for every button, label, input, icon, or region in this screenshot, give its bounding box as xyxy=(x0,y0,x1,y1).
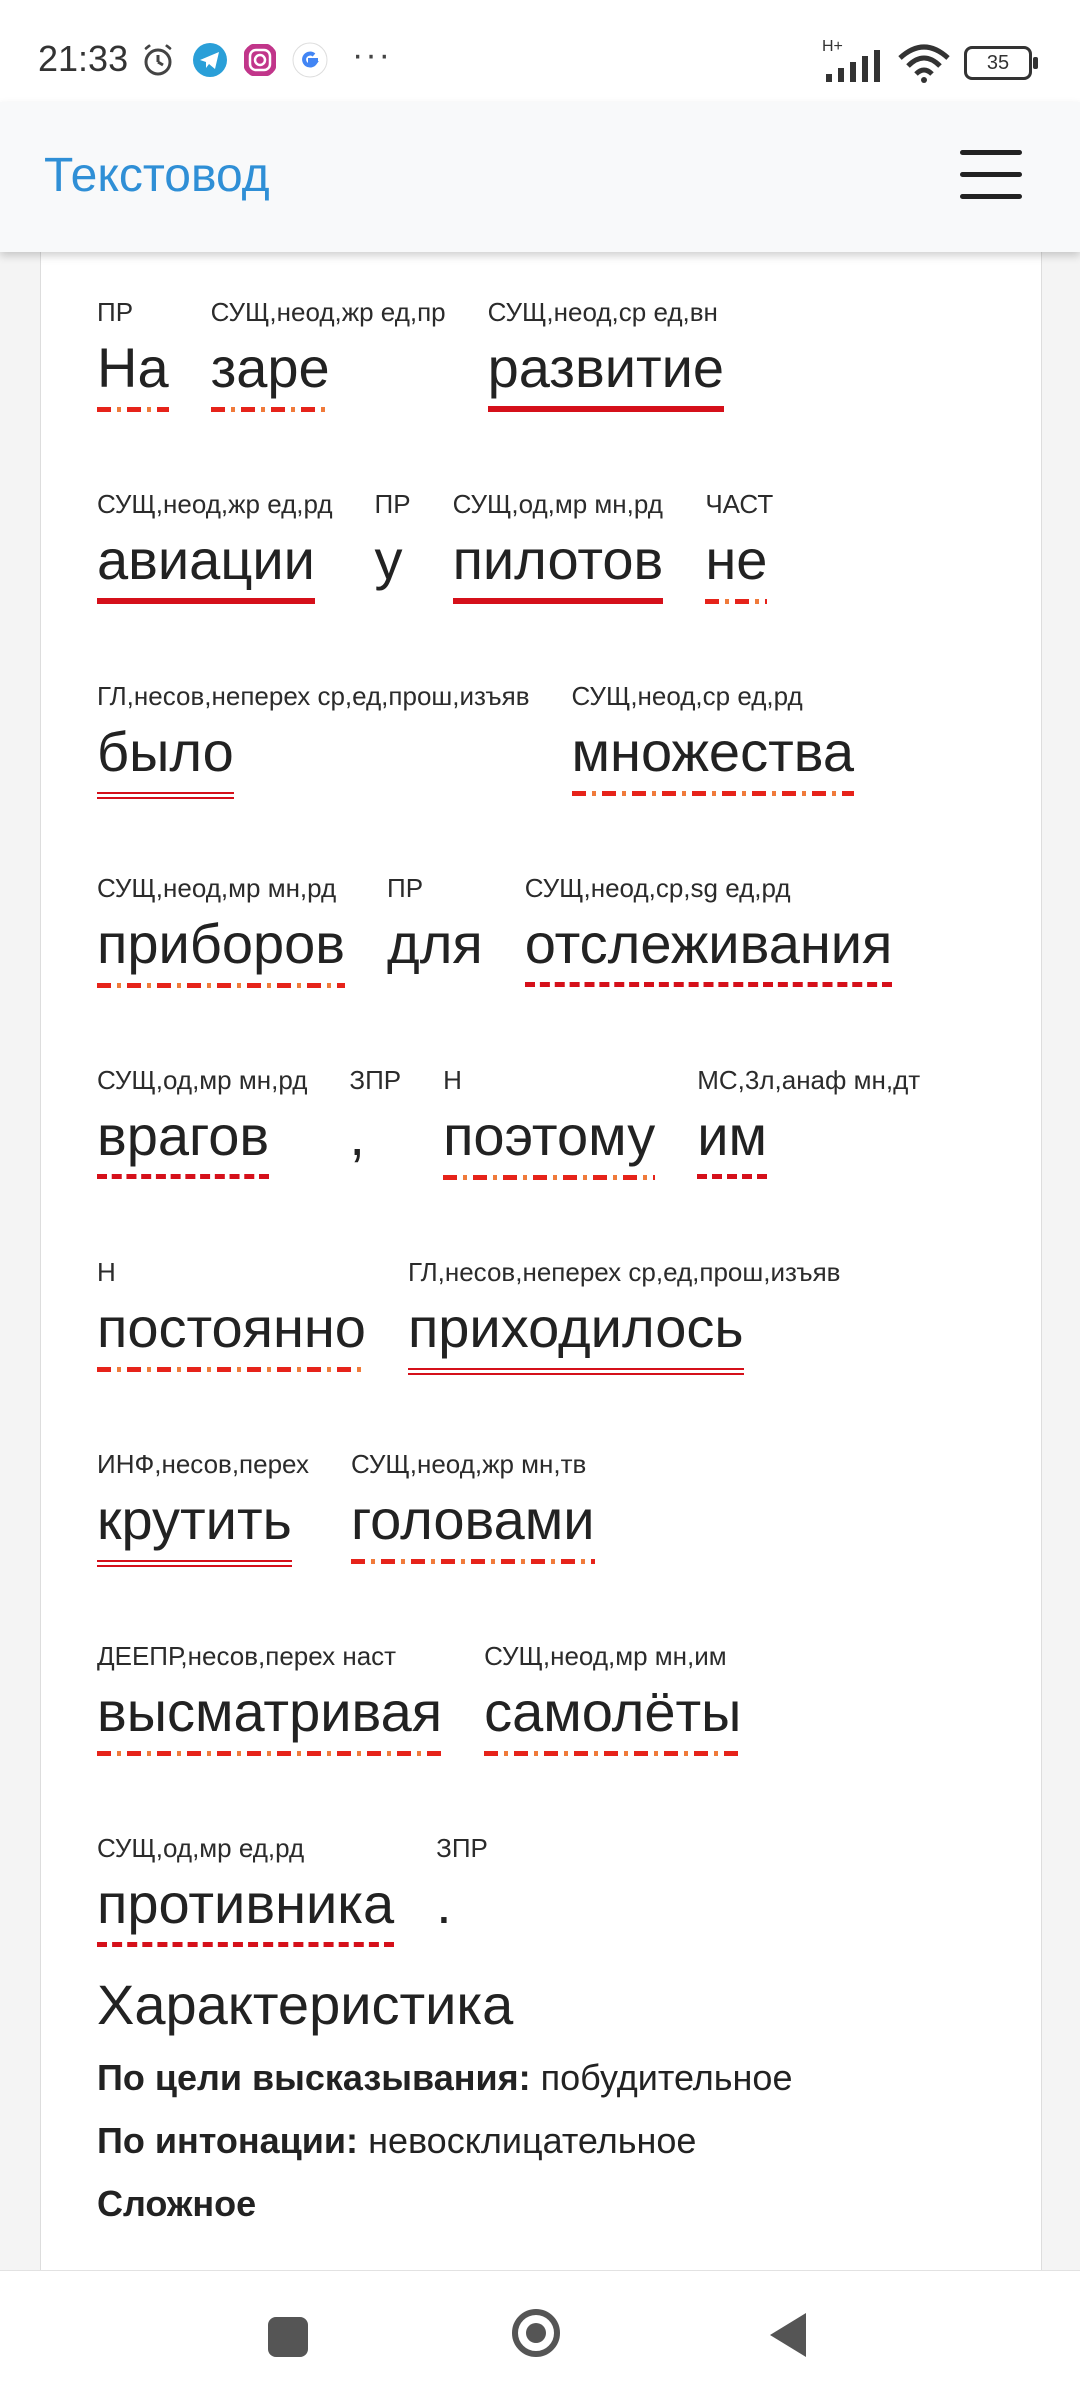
token-word-box xyxy=(97,1292,366,1372)
token-word: . xyxy=(436,1872,452,1935)
token-word: самолёты xyxy=(484,1676,741,1756)
token-row xyxy=(97,292,766,412)
google-icon xyxy=(292,42,328,78)
alarm-icon xyxy=(140,42,176,78)
token-word-box xyxy=(211,332,446,412)
content-card xyxy=(40,252,1042,2270)
token[interactable] xyxy=(453,484,664,604)
complexity-label: Сложное xyxy=(97,2183,257,2224)
token-word: отслеживания xyxy=(525,908,893,987)
hamburger-icon[interactable] xyxy=(960,150,1022,200)
token-word: врагов xyxy=(97,1100,269,1179)
token[interactable] xyxy=(97,1444,309,1567)
wifi-icon xyxy=(898,44,950,84)
token-row xyxy=(97,1252,882,1375)
token-grammar-tag: ЗПР xyxy=(349,1065,402,1095)
token-grammar-tag: СУЩ,неод,ср,sg ед,рд xyxy=(524,873,791,903)
token-word-box xyxy=(97,1676,442,1756)
token-grammar-tag: Н xyxy=(443,1065,462,1095)
token-word: заре xyxy=(211,332,330,412)
token-grammar-tag: ПР xyxy=(387,873,424,903)
token-grammar-tag: ПР xyxy=(374,489,411,519)
signal-icon xyxy=(822,48,884,82)
purpose-property xyxy=(97,2057,792,2099)
token-word: им xyxy=(697,1100,767,1179)
purpose-value: побудительное xyxy=(540,2057,793,2098)
token-row xyxy=(97,1828,530,1947)
token-word-box xyxy=(408,1292,841,1375)
hamburger-line xyxy=(960,150,1022,155)
token-grammar-tag: СУЩ,неод,мр мн,им xyxy=(484,1641,727,1671)
battery-indicator: 35 xyxy=(964,46,1032,80)
token-word-box xyxy=(484,1676,741,1756)
token-row xyxy=(97,1636,783,1756)
token-word: постоянно xyxy=(97,1292,366,1372)
token-word-box xyxy=(705,524,773,604)
characteristics-title: Характеристика xyxy=(97,1973,514,2036)
token-grammar-tag: ПР xyxy=(97,297,134,327)
token-word: множества xyxy=(572,716,854,796)
token-grammar-tag: ГЛ,несов,неперех ср,ед,прош,изъяв xyxy=(97,681,530,711)
token-word: было xyxy=(97,716,234,799)
token-grammar-tag: ГЛ,несов,неперех ср,ед,прош,изъяв xyxy=(407,1257,841,1287)
instagram-icon xyxy=(242,42,278,78)
token-word: На xyxy=(97,332,169,412)
token-word: пилотов xyxy=(453,524,664,604)
token-row xyxy=(97,1444,637,1567)
token[interactable] xyxy=(525,868,893,987)
token-grammar-tag: СУЩ,неод,жр мн,тв xyxy=(350,1449,587,1479)
token-word-box xyxy=(349,1100,401,1174)
token[interactable] xyxy=(97,292,169,412)
token-word-box xyxy=(97,1484,309,1567)
token[interactable] xyxy=(97,1252,366,1372)
token-word: крутить xyxy=(97,1484,292,1567)
token[interactable] xyxy=(488,292,724,412)
token-grammar-tag: СУЩ,неод,ср ед,вн xyxy=(487,297,718,327)
complexity-property xyxy=(97,2183,256,2225)
token[interactable] xyxy=(705,484,773,604)
token-word: у xyxy=(374,528,403,591)
token[interactable] xyxy=(697,1060,920,1179)
token-word: приборов xyxy=(97,908,345,988)
token-word: развитие xyxy=(488,332,724,412)
token-grammar-tag: СУЩ,од,мр мн,рд xyxy=(97,1065,308,1095)
purpose-label: По цели высказывания: xyxy=(97,2057,531,2098)
token[interactable] xyxy=(387,868,483,982)
token-word-box xyxy=(436,1868,488,1942)
token[interactable] xyxy=(408,1252,841,1375)
token[interactable] xyxy=(97,676,530,799)
token-word-box xyxy=(697,1100,920,1179)
token[interactable] xyxy=(351,1444,595,1564)
intonation-value: невосклицательное xyxy=(368,2120,697,2161)
token[interactable] xyxy=(97,1828,394,1947)
token-word-box xyxy=(453,524,664,604)
token-grammar-tag: МС,3л,анаф мн,дт xyxy=(697,1065,921,1095)
home-icon[interactable] xyxy=(512,2309,560,2357)
token-word-box xyxy=(97,716,530,799)
token-row xyxy=(97,676,896,799)
hamburger-line xyxy=(960,172,1022,177)
telegram-icon xyxy=(192,42,228,78)
token[interactable] xyxy=(572,676,854,796)
token-word-box xyxy=(572,716,854,796)
token[interactable] xyxy=(97,868,345,988)
token[interactable] xyxy=(443,1060,655,1180)
more-notifications: ··· xyxy=(352,36,392,74)
token-grammar-tag: СУЩ,неод,жр ед,пр xyxy=(210,297,446,327)
token[interactable] xyxy=(97,1060,307,1179)
token[interactable] xyxy=(211,292,446,412)
token-word-box xyxy=(525,908,893,987)
system-nav-bar xyxy=(0,2270,1080,2401)
token-row xyxy=(97,1060,962,1180)
token-word: приходилось xyxy=(408,1292,744,1375)
token-grammar-tag: СУЩ,неод,ср ед,рд xyxy=(571,681,803,711)
token[interactable] xyxy=(484,1636,741,1756)
token-grammar-tag: СУЩ,неод,жр ед,рд xyxy=(97,489,333,519)
token-word-box xyxy=(97,1868,394,1947)
token-grammar-tag: ИНФ,несов,перех xyxy=(97,1449,309,1479)
token-word-box xyxy=(488,332,724,412)
network-type: H+ xyxy=(822,38,843,55)
token-word: противника xyxy=(97,1868,394,1947)
token-grammar-tag: СУЩ,неод,мр мн,рд xyxy=(97,873,337,903)
token-word-box xyxy=(375,524,411,598)
token-grammar-tag: ЧАСТ xyxy=(705,489,774,519)
token-word: высматривая xyxy=(97,1676,442,1756)
token[interactable] xyxy=(349,1060,401,1174)
status-time: 21:33 xyxy=(38,38,129,79)
token[interactable] xyxy=(97,484,333,604)
token-word-box xyxy=(97,524,333,604)
token-word-box xyxy=(351,1484,595,1564)
token-word-box xyxy=(387,908,483,982)
app-header xyxy=(0,102,1080,252)
intonation-label: По интонации: xyxy=(97,2120,359,2161)
hamburger-line xyxy=(960,194,1022,199)
token-word: для xyxy=(387,912,483,975)
back-icon[interactable] xyxy=(770,2313,806,2357)
token[interactable] xyxy=(375,484,411,598)
token-word-box xyxy=(97,908,345,988)
token-word: поэтому xyxy=(443,1100,655,1180)
token-grammar-tag: ЗПР xyxy=(436,1833,488,1863)
token-grammar-tag: ДЕЕПР,несов,перех наст xyxy=(97,1641,397,1671)
token-row xyxy=(97,868,934,988)
intonation-property xyxy=(97,2120,696,2162)
token-word: головами xyxy=(351,1484,595,1564)
token-word-box xyxy=(97,1100,307,1179)
token-word-box xyxy=(443,1100,655,1180)
token-row xyxy=(97,484,815,604)
token-word: не xyxy=(705,524,767,604)
token-grammar-tag: СУЩ,од,мр ед,рд xyxy=(97,1833,305,1863)
recents-icon[interactable] xyxy=(268,2317,308,2357)
status-bar xyxy=(0,0,1080,102)
token[interactable] xyxy=(97,1636,442,1756)
token-word: , xyxy=(349,1104,365,1167)
token-word: авиации xyxy=(97,524,315,604)
brand-link[interactable]: Текстовод xyxy=(44,149,270,202)
token-grammar-tag: СУЩ,од,мр мн,рд xyxy=(452,489,663,519)
token-word-box xyxy=(97,332,169,412)
token-grammar-tag: Н xyxy=(97,1257,116,1287)
token[interactable] xyxy=(436,1828,488,1942)
